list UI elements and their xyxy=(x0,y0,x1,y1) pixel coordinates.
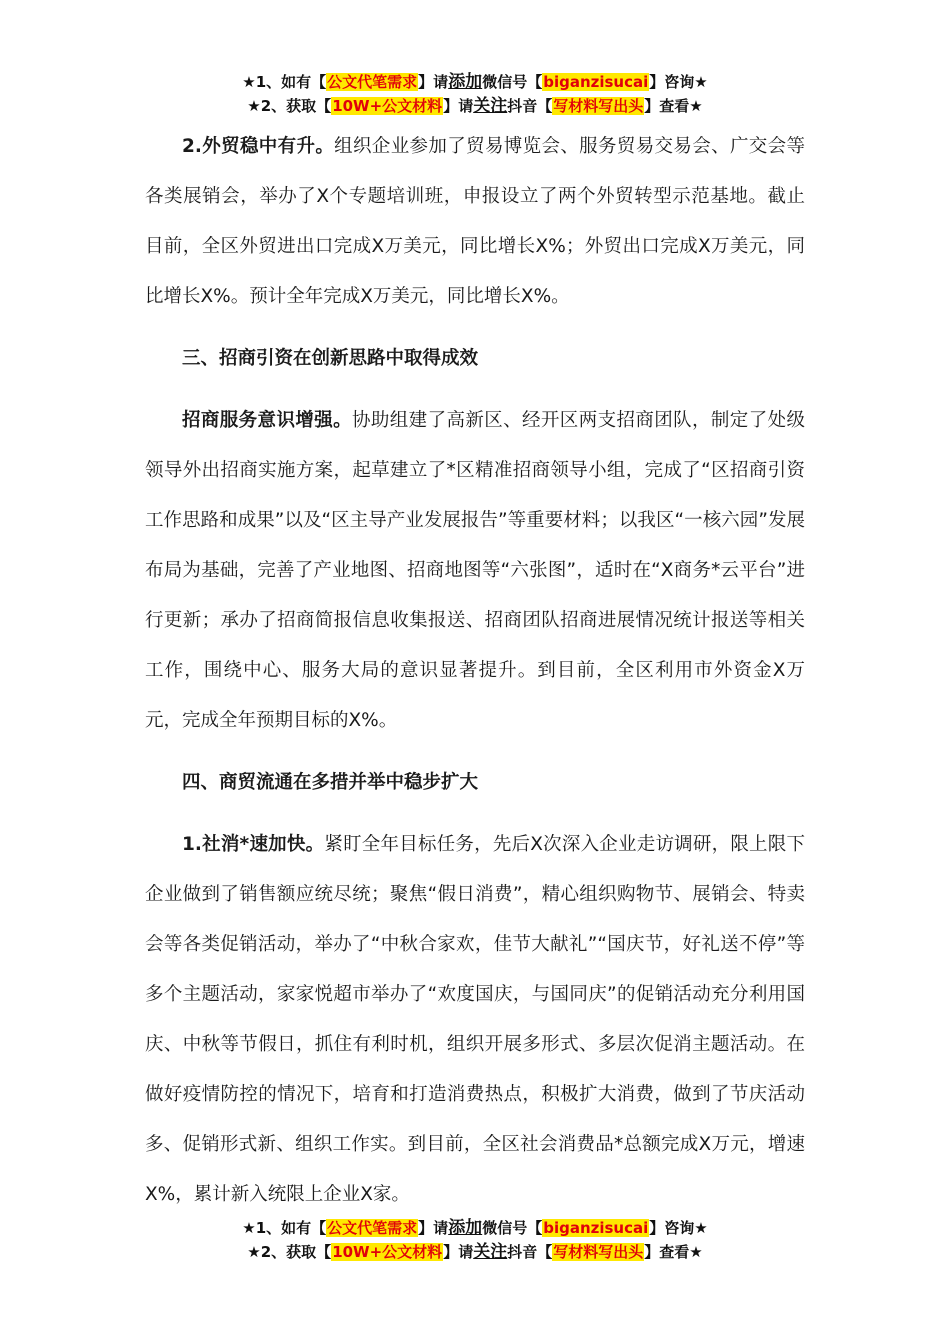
heading-section-four: 四、商贸流通在多措并举中稳步扩大 xyxy=(182,772,479,793)
promo-banner-bottom xyxy=(0,1216,950,1264)
promo-highlight: 10W+公文材料 xyxy=(332,1243,443,1261)
wechat-id: biganzisucai xyxy=(543,73,649,91)
promo-line-1: ★1、如有【公文代笔需求】请添加微信号【biganzisucai】咨询★ xyxy=(242,72,708,92)
paragraph-retail: 1.社消*速加快。紧盯全年目标任务，先后X次深入企业走访调研，限上限下企业做到了销售额应统尽统；聚焦“假日消费”，精心组织购物节、展销会、特卖会等各类促销活动，举办了“中秋合家欢，佳节大献礼”“国庆节，好礼送不停”等多个主题活动，家家悦超市举办了“欢度国庆，与国同庆”的促销活动充分利用国庆、中秋等节假日，抓住有利时机，组织开展多形式、多层次促消主题活动。在做好疫情防控的情况下，培育和打造消费热点，积极扩大消费，做到了节庆活动多、促销形式新、组织工作实。到目前，全区社会消费品*总额完成X万元，增速X%，累计新入统限上企业X家。 xyxy=(145,834,806,1205)
douyin-account: 写材料写出头 xyxy=(553,97,644,115)
promo-highlight: 10W+公文材料 xyxy=(332,97,443,115)
paragraph-foreign-trade: 2.外贸稳中有升。组织企业参加了贸易博览会、服务贸易交易会、广交会等各类展销会，举办了X个专题培训班，申报设立了两个外贸转型示范基地。截止目前，全区外贸进出口完成X万美元，同比增长X%；外贸出口完成X万美元，同比增长X%。预计全年完成X万美元，同比增长X%。 xyxy=(145,136,805,307)
douyin-account: 写材料写出头 xyxy=(553,1243,644,1261)
promo-highlight: 公文代笔需求 xyxy=(327,73,418,91)
document-body xyxy=(145,122,805,1220)
promo-highlight: 公文代笔需求 xyxy=(327,1219,418,1237)
promo-banner-top xyxy=(0,70,950,118)
heading-section-three: 三、招商引资在创新思路中取得成效 xyxy=(182,348,479,369)
promo-line-2: ★2、获取【10W+公文材料】请关注抖音【写材料写出头】查看★ xyxy=(247,96,703,116)
promo-line-2: ★2、获取【10W+公文材料】请关注抖音【写材料写出头】查看★ xyxy=(247,1242,703,1262)
paragraph-investment: 招商服务意识增强。协助组建了高新区、经开区两支招商团队，制定了处级领导外出招商实施方案，起草建立了*区精准招商领导小组，完成了“区招商引资工作思路和成果”以及“区主导产业发展报告”等重要材料；以我区“一核六园”发展布局为基础，完善了产业地图、招商地图等“六张图”，适时在“X商务*云平台”进行更新；承办了招商简报信息收集报送、招商团队招商进展情况统计报送等相关工作，围绕中心、服务大局的意识显著提升。到目前，全区利用市外资金X万元，完成全年预期目标的X%。 xyxy=(145,410,805,731)
promo-line-1: ★1、如有【公文代笔需求】请添加微信号【biganzisucai】咨询★ xyxy=(242,1218,708,1238)
wechat-id: biganzisucai xyxy=(543,1219,649,1237)
